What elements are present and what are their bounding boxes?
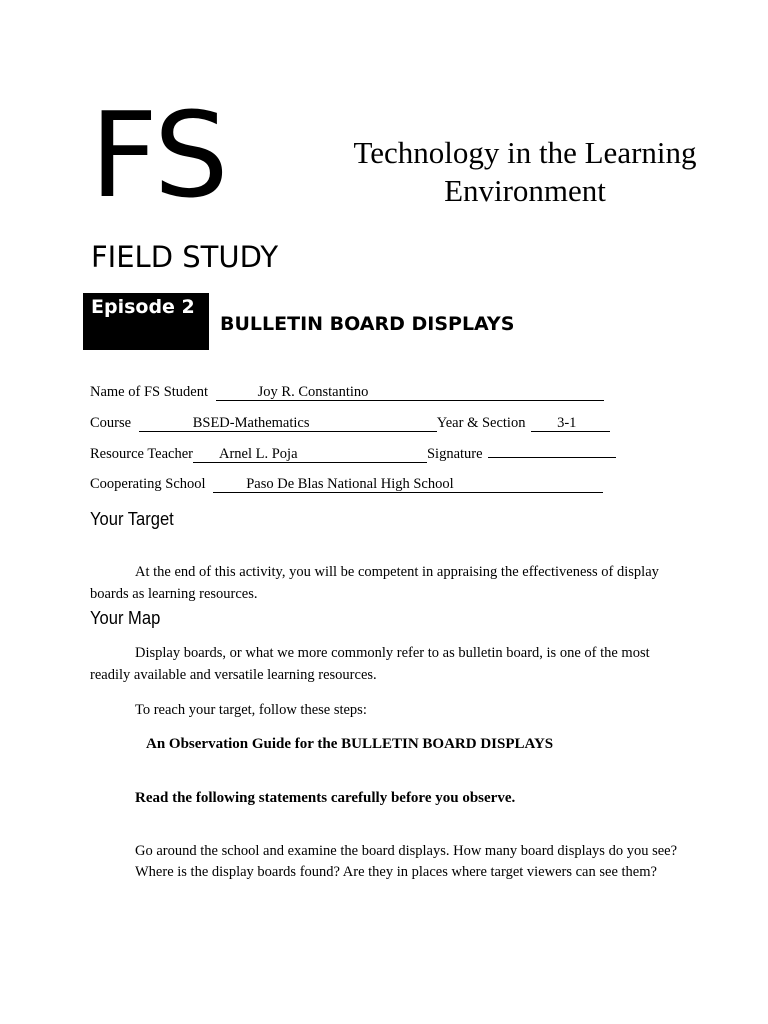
cooperating-school-field[interactable] bbox=[213, 477, 603, 493]
course-label: Course bbox=[90, 415, 132, 431]
question-1: Go around the school and examine the board displays. How many board displays do you see? bbox=[135, 843, 678, 859]
cooperating-school-value: Paso De Blas National High School bbox=[246, 476, 454, 492]
year-section-value: 3-1 bbox=[557, 415, 577, 431]
student-name-field[interactable] bbox=[216, 385, 604, 401]
observation-guide-title: An Observation Guide for the BULLETIN BOARD DISPLAYS bbox=[146, 736, 554, 752]
your-map-heading: Your Map bbox=[90, 608, 161, 628]
signature-label: Signature bbox=[426, 446, 483, 462]
course-value: BSED-Mathematics bbox=[192, 415, 310, 431]
resource-teacher-row bbox=[90, 445, 616, 463]
episode-title: BULLETIN BOARD DISPLAYS bbox=[220, 313, 515, 335]
resource-teacher-value: Arnel L. Poja bbox=[218, 446, 298, 462]
map-paragraph: Display boards, or what we more commonly refer to as bulletin board, is one of the most readily available and versatile learning resources. bbox=[90, 645, 650, 683]
student-name-value: Joy R. Constantino bbox=[257, 384, 369, 400]
student-name-row bbox=[90, 383, 604, 401]
observation-instruction: Read the following statements carefully before you observe. bbox=[135, 790, 516, 806]
cooperating-school-label: Cooperating School bbox=[90, 476, 206, 492]
year-section-label: Year & Section bbox=[436, 415, 526, 431]
cooperating-school-row bbox=[90, 475, 603, 493]
observation-questions bbox=[135, 841, 680, 882]
course-row bbox=[90, 414, 610, 432]
fs-logo: FS bbox=[90, 86, 227, 224]
episode-badge: Episode 2 bbox=[83, 293, 209, 350]
year-section-field[interactable] bbox=[531, 416, 610, 432]
course-title: Technology in the Learning Environment bbox=[353, 135, 697, 208]
your-target-heading: Your Target bbox=[90, 509, 174, 529]
question-2: Where is the display boards found? Are they in places where target viewers can see them? bbox=[135, 863, 657, 880]
signature-field[interactable] bbox=[488, 457, 616, 458]
student-name-label: Name of FS Student bbox=[90, 384, 209, 400]
resource-teacher-label: Resource Teacher bbox=[90, 446, 193, 462]
course-field[interactable] bbox=[139, 416, 437, 432]
steps-intro: To reach your target, follow these steps: bbox=[135, 702, 367, 718]
resource-teacher-field[interactable] bbox=[193, 447, 427, 463]
field-study-subtitle: FIELD STUDY bbox=[91, 240, 279, 274]
target-paragraph: At the end of this activity, you will be competent in appraising the effectiveness of display boards as learning resources. bbox=[90, 564, 659, 602]
